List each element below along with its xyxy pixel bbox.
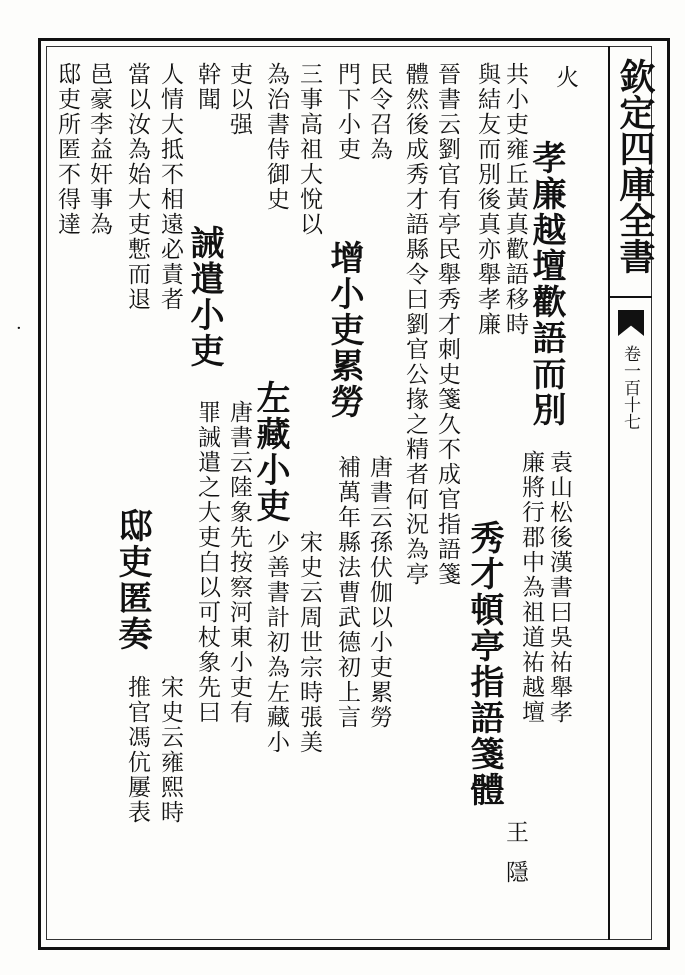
entry-text: 邸吏所匿不得達	[54, 62, 80, 237]
entry-text: 唐書云陸象先按察河東小吏有	[226, 400, 252, 725]
entry-text: 廉將行郡中為祖道祐越壇	[518, 450, 544, 725]
entry-heading: 邸吏匿奏	[112, 508, 152, 652]
entry-text: 民令召為	[366, 62, 392, 162]
entry-text: 人情大抵不相遠必責者	[157, 62, 183, 312]
entry-text: 宋史云雍熙時	[157, 675, 183, 825]
entry-text: 袁山松後漢書曰吳祐舉孝	[546, 450, 572, 725]
entry-text: 推官馮伉屢表	[124, 675, 150, 825]
entry-text: 少善書計初為左藏小	[263, 530, 289, 755]
entry-text: 晉書云劉官有亭民舉秀才刺史箋久不成官指語箋	[434, 62, 460, 587]
entry-text: 共小吏雍丘黃真歡語移時	[502, 62, 528, 337]
volume-label: 卷一百十七	[620, 345, 640, 430]
entry-text: 隱	[502, 860, 528, 885]
entry-text: 體然後成秀才語縣令曰劉官公掾之精者何況為亭	[402, 62, 428, 587]
entry-text: 門下小吏	[334, 62, 360, 162]
entry-heading: 增小吏累勞	[324, 240, 364, 420]
entry-heading: 秀才頓亭指語箋體	[464, 520, 504, 808]
entry-heading: 孝廉越壇歡語而別	[526, 140, 566, 428]
entry-text: 吏以强	[226, 62, 252, 137]
entry-text: 唐書云孫伏伽以小吏累勞	[366, 455, 392, 730]
entry-text: 王	[502, 820, 528, 845]
entry-text: 當以汝為始大吏慙而退	[124, 62, 150, 312]
margin-mark: ·	[16, 318, 22, 339]
entry-text: 與結友而別後真亦舉孝廉	[474, 62, 500, 337]
entry-text: 邑豪李益奸事為	[86, 62, 112, 237]
banxin-title: 欽定四庫全書	[614, 58, 656, 274]
center-strip-divider	[610, 296, 652, 298]
entry-text: 補萬年縣法曹武德初上言	[334, 455, 360, 730]
entry-text: 幹聞	[194, 62, 220, 112]
entry-text: 為治書侍御史	[263, 62, 289, 212]
entry-text: 三事高祖大悅以	[296, 62, 322, 237]
entry-heading: 誡遣小吏	[184, 225, 224, 369]
entry-text: 罪誡遣之大吏白以可杖象先曰	[194, 400, 220, 725]
entry-heading: 左藏小吏	[250, 380, 290, 524]
entry-text: 火	[552, 65, 578, 90]
entry-text: 宋史云周世宗時張美	[296, 530, 322, 755]
